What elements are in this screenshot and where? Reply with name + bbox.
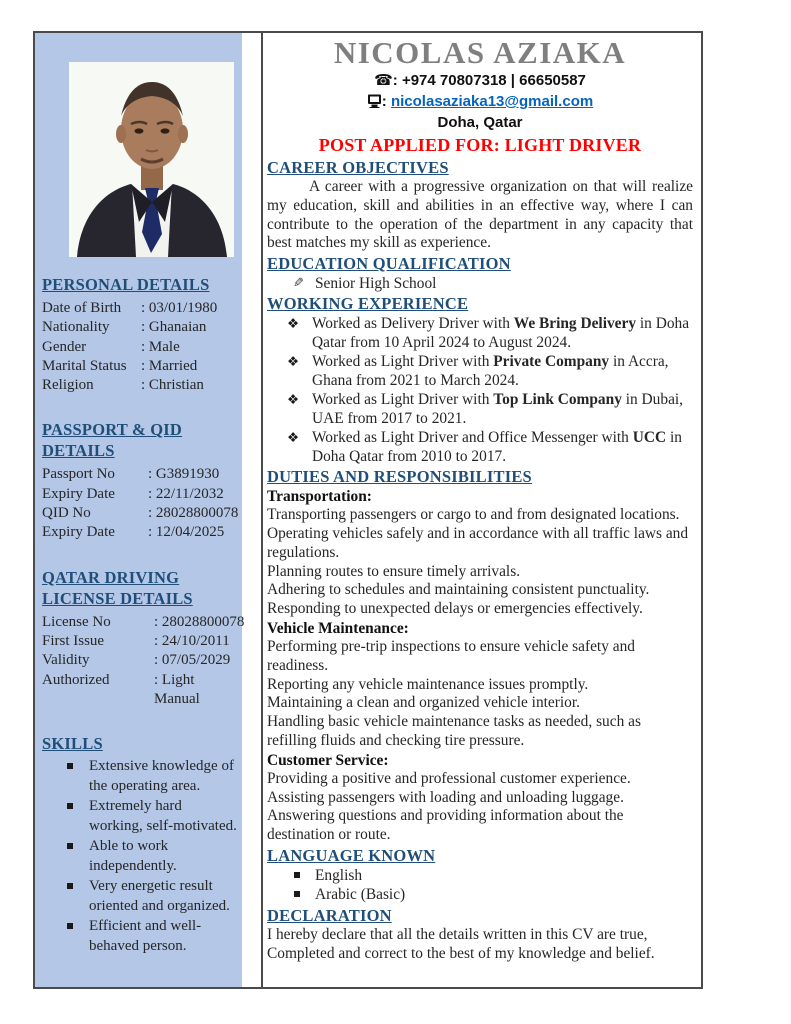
duty-line: Performing pre-trip inspections to ensure vehicle safety and readiness.	[267, 637, 635, 674]
skill-item: Able to work independently.	[42, 837, 238, 876]
duty-line: Planning routes to ensure timely arrivals.	[267, 562, 521, 580]
language-item: English	[267, 866, 693, 886]
duty-line: Transporting passengers or cargo to and from designated locations.	[267, 506, 680, 524]
detail-row: Marital Status : Married	[42, 357, 238, 376]
duties-group-heading: Transportation:	[267, 488, 372, 506]
detail-row: Expiry Date : 22/11/2032	[42, 485, 238, 504]
skill-item: Efficient and well-behaved person.	[42, 917, 238, 956]
language-item: Arabic (Basic)	[267, 885, 693, 905]
driving-license-section	[42, 567, 245, 709]
duties-group-heading: Vehicle Maintenance:	[267, 619, 409, 637]
skills-section	[42, 733, 238, 956]
personal-details-section	[42, 274, 238, 395]
post-applied-text: POST APPLIED FOR: LIGHT DRIVER	[318, 135, 642, 155]
experience-item: ❖ Worked as Light Driver with Top Link Company in Dubai, UAE from 2017 to 2021.	[287, 391, 684, 428]
square-bullet-icon	[67, 923, 73, 929]
square-bullet-icon	[294, 891, 300, 897]
cv-header	[267, 36, 693, 157]
personal-details-title: PERSONAL DETAILS	[42, 275, 210, 294]
career-objectives-body: A career with a progressive organization on that will realize my education, skill and abilities in an effective way, where I can contribute to the operation of the department in any capacity that best matches my skill as experience.	[267, 178, 693, 252]
diamond-bullet-icon: ❖	[287, 353, 300, 370]
portrait-image	[69, 62, 234, 257]
company-name: Private Company	[493, 353, 610, 371]
diamond-bullet-icon: ❖	[287, 391, 300, 408]
company-name: We Bring Delivery	[513, 315, 637, 333]
experience-item: ❖ Worked as Light Driver and Office Messenger with UCC in Doha Qatar from 2010 to 2017.	[287, 429, 682, 466]
skills-title: SKILLS	[42, 734, 103, 754]
education-title: EDUCATION QUALIFICATION	[267, 254, 511, 274]
education-item: ✎ Senior High School	[293, 275, 437, 293]
duties-group-heading: Customer Service:	[267, 751, 389, 769]
skill-item: Extremely hard working, self-motivated.	[42, 797, 238, 836]
duty-line: Operating vehicles safely and in accordance with all traffic laws and regulations.	[267, 524, 689, 561]
detail-row: QID No : 28028800078	[42, 504, 238, 523]
detail-row: Gender : Male	[42, 338, 238, 357]
detail-row: Authorized : Light Manual	[42, 671, 238, 710]
detail-row: Validity : 07/05/2029	[42, 651, 238, 670]
phone-line: ☎: +974 70807318 | 66650587	[374, 71, 586, 89]
skill-item: Very energetic result oriented and organized.	[42, 877, 238, 916]
duty-line: Handling basic vehicle maintenance tasks as needed, such as refilling fluids and checking tire pressure.	[267, 713, 641, 749]
main-column	[261, 33, 701, 987]
phone-numbers: +974 70807318 | 66650587	[401, 72, 586, 89]
square-bullet-icon	[67, 763, 73, 769]
passport-qid-title: PASSPORT & QID DETAILS	[42, 420, 183, 461]
company-name: Top Link Company	[493, 391, 622, 409]
declaration-title: DECLARATION	[267, 905, 392, 925]
passport-qid-section	[42, 419, 238, 542]
detail-row: Nationality : Ghanaian	[42, 318, 238, 337]
detail-row: License No : 28028800078	[42, 613, 238, 632]
square-bullet-icon	[294, 872, 300, 878]
email-link[interactable]: nicolasaziaka13@gmail.com	[390, 93, 594, 110]
email-line: : nicolasaziaka13@gmail.com	[267, 91, 693, 112]
square-bullet-icon	[67, 803, 73, 809]
duty-line: Assisting passengers with loading and unloading luggage.	[267, 788, 624, 806]
diamond-bullet-icon: ❖	[287, 315, 300, 332]
phone-icon: ☎	[374, 71, 393, 89]
experience-item: ❖ Worked as Light Driver with Private Company in Accra, Ghana from 2021 to March 2024.	[287, 353, 669, 390]
detail-row: Date of Birth : 03/01/1980	[42, 299, 238, 318]
square-bullet-icon	[67, 843, 73, 849]
diamond-bullet-icon: ❖	[287, 429, 300, 446]
profile-photo	[69, 62, 234, 257]
square-bullet-icon	[67, 883, 73, 889]
computer-icon	[367, 94, 382, 108]
driving-license-title: QATAR DRIVING LICENSE DETAILS	[42, 567, 193, 608]
detail-row: Expiry Date : 12/04/2025	[42, 523, 238, 542]
detail-row: Passport No : G3891930	[42, 465, 238, 484]
company-name: UCC	[632, 429, 667, 447]
sidebar	[35, 33, 245, 987]
duty-line: Providing a positive and professional customer experience.	[267, 769, 631, 787]
duty-line: Answering questions and providing information about the destination or route.	[267, 807, 624, 844]
skill-item: Extensive knowledge of the operating area.	[42, 757, 238, 796]
experience-item: ❖ Worked as Delivery Driver with We Bring Delivery in Doha Qatar from 10 April 2024 to August 2024.	[287, 315, 690, 352]
languages-title: LANGUAGE KNOWN	[267, 845, 436, 865]
detail-row: Religion : Christian	[42, 376, 238, 395]
duty-line: Reporting any vehicle maintenance issues promptly.	[267, 675, 589, 693]
cv-document	[33, 31, 703, 989]
declaration-body: I hereby declare that all the details written in this CV are true, Completed and correct to the best of my knowledge and belief.	[267, 925, 655, 962]
location-text: Doha, Qatar	[437, 114, 523, 131]
detail-row: First Issue : 24/10/2011	[42, 632, 238, 651]
duty-line: Maintaining a clean and organized vehicle interior.	[267, 694, 580, 712]
career-objectives-title: CAREER OBJECTIVES	[267, 158, 449, 177]
candidate-name: NICOLAS AZIAKA	[333, 35, 627, 70]
duty-line: Adhering to schedules and maintaining consistent punctuality.	[267, 581, 650, 599]
working-experience-title: WORKING EXPERIENCE	[267, 294, 469, 314]
duty-line: Responding to unexpected delays or emergencies effectively.	[267, 600, 643, 618]
pen-bullet-icon: ✎	[293, 276, 304, 292]
duties-title: DUTIES AND RESPONSIBILITIES	[267, 467, 532, 487]
